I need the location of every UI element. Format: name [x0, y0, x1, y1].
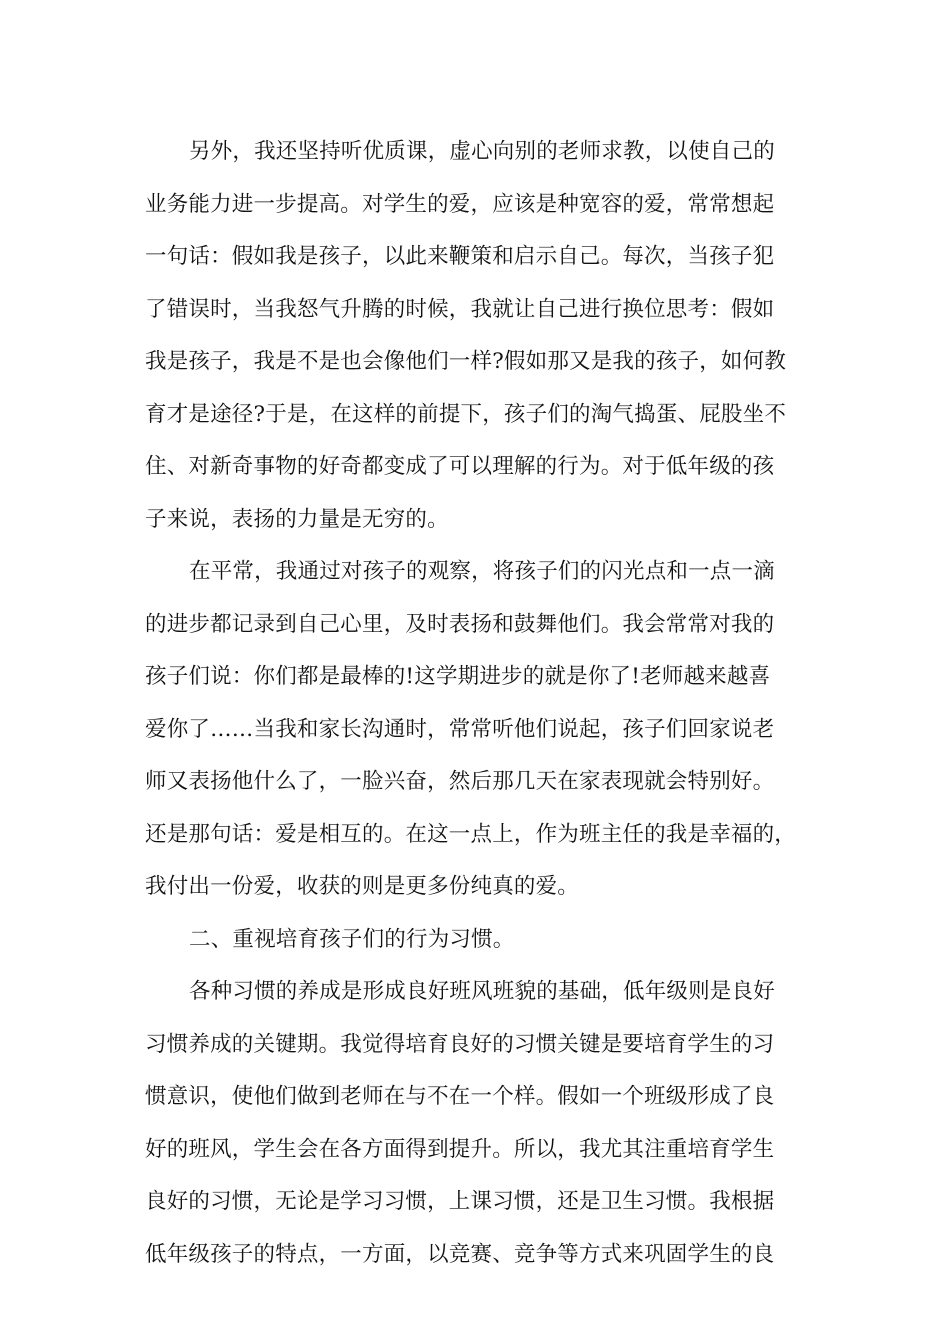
text-line: 低年级孩子的特点，一方面，以竞赛、竞争等方式来巩固学生的良 — [145, 1241, 775, 1267]
text-line: 惯意识，使他们做到老师在与不在一个样。假如一个班级形成了良 — [145, 1084, 775, 1109]
text-line: 孩子们说：你们都是最棒的!这学期进步的就是你了!老师越来越喜 — [145, 664, 771, 689]
text-line: 还是那句话：爱是相互的。在这一点上，作为班主任的我是幸福的， — [145, 821, 797, 847]
text-line: 另外，我还坚持听优质课，虚心向别的老师求教，以使自己的 — [189, 139, 775, 164]
text-line: 了错误时，当我怒气升腾的时候，我就让自己进行换位思考：假如 — [145, 296, 775, 322]
text-line: 爱你了……当我和家长沟通时，常常听他们说起，孩子们回家说老 — [145, 716, 775, 742]
text-line: 师又表扬他什么了，一脸兴奋，然后那几天在家表现就会特别好。 — [145, 769, 775, 794]
text-line: 习惯养成的关键期。我觉得培育良好的习惯关键是要培育学生的习 — [145, 1031, 775, 1057]
text-line: 子来说，表扬的力量是无穷的。 — [145, 506, 449, 532]
text-line: 我是孩子，我是不是也会像他们一样?假如那又是我的孩子，如何教 — [145, 349, 787, 374]
text-line: 我付出一份爱，收获的则是更多份纯真的爱。 — [145, 874, 580, 899]
text-line: 育才是途径?于是，在这样的前提下，孩子们的淘气捣蛋、屁股坐不 — [145, 401, 787, 427]
text-line: 在平常，我通过对孩子的观察，将孩子们的闪光点和一点一滴 — [189, 559, 775, 584]
text-line: 一句话：假如我是孩子，以此来鞭策和启示自己。每次，当孩子犯 — [145, 244, 775, 269]
text-line: 良好的习惯，无论是学习习惯，上课习惯，还是卫生习惯。我根据 — [145, 1189, 775, 1214]
text-line: 各种习惯的养成是形成良好班风班貌的基础，低年级则是良好 — [189, 979, 775, 1004]
text-line: 业务能力进一步提高。对学生的爱，应该是种宽容的爱，常常想起 — [145, 191, 775, 217]
text-line: 二、重视培育孩子们的行为习惯。 — [189, 926, 515, 952]
document-body — [145, 126, 810, 1281]
text-line: 的进步都记录到自己心里，及时表扬和鼓舞他们。我会常常对我的 — [145, 611, 775, 637]
text-line: 好的班风，学生会在各方面得到提升。所以，我尤其注重培育学生 — [145, 1136, 775, 1162]
text-line: 住、对新奇事物的好奇都变成了可以理解的行为。对于低年级的孩 — [145, 454, 775, 479]
